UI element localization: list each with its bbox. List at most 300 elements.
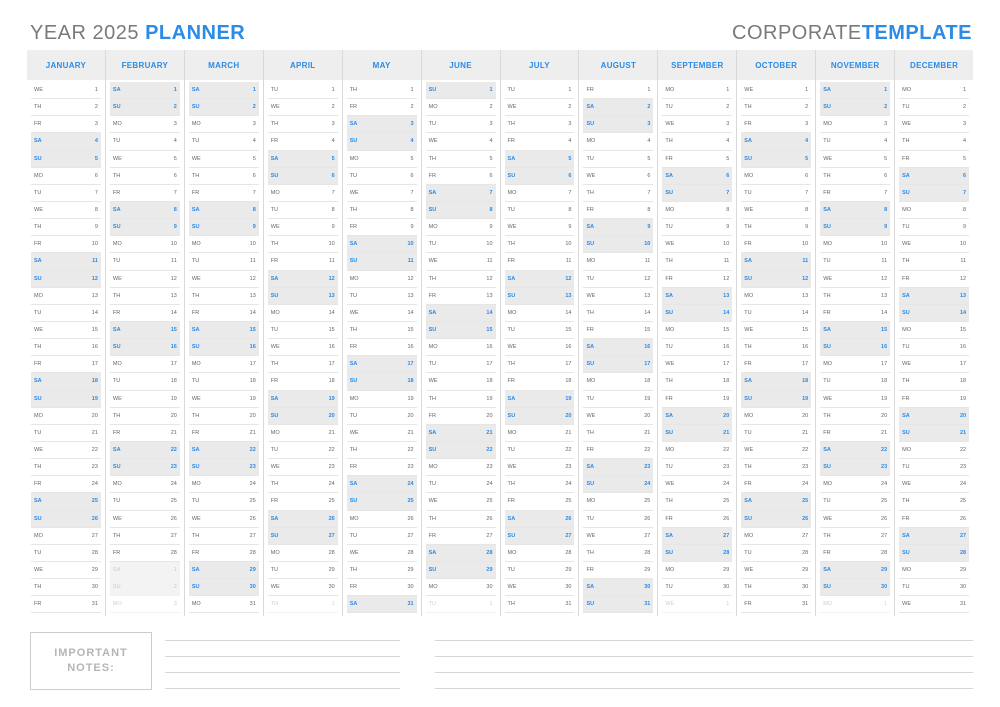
weekday-label: FR <box>507 138 515 145</box>
weekday-label: TU <box>665 584 673 591</box>
day-row <box>899 339 969 356</box>
weekday-label: TH <box>744 224 752 231</box>
weekday-label: SU <box>34 275 42 282</box>
day-number: 14 <box>644 309 651 316</box>
day-number: 23 <box>328 464 335 471</box>
day-row <box>189 373 259 390</box>
day-number: 24 <box>486 481 493 488</box>
day-number: 22 <box>802 447 809 454</box>
weekday-label: FR <box>112 549 121 556</box>
weekday-label: SA <box>112 87 121 94</box>
day-number: 9 <box>805 224 809 231</box>
day-number: 6 <box>410 172 414 179</box>
day-number: 1 <box>331 601 335 608</box>
day-row <box>426 133 496 150</box>
weekday-label: WE <box>191 395 201 402</box>
day-row <box>189 528 259 545</box>
day-number: 13 <box>959 292 967 299</box>
day-number: 16 <box>486 344 493 351</box>
day-number: 7 <box>94 189 98 196</box>
day-number: 12 <box>723 275 730 282</box>
weekday-label: SU <box>586 361 595 368</box>
day-row <box>899 545 969 562</box>
day-number: 13 <box>881 292 888 299</box>
day-row <box>110 288 180 305</box>
weekday-label: TH <box>112 412 121 419</box>
weekday-label: WE <box>270 584 280 591</box>
day-row <box>505 596 575 613</box>
day-number: 6 <box>331 172 335 179</box>
day-row <box>899 459 969 476</box>
day-row <box>189 322 259 339</box>
day-number: 29 <box>486 567 493 573</box>
day-number: 23 <box>486 464 493 471</box>
day-number: 22 <box>486 447 493 454</box>
planner-title <box>30 22 245 45</box>
weekday-label: FR <box>744 361 752 368</box>
day-number: 24 <box>91 481 98 488</box>
weekday-label: SU <box>586 241 595 248</box>
day-row <box>189 579 259 596</box>
day-row <box>31 133 101 150</box>
day-number: 5 <box>647 155 651 162</box>
day-row <box>189 511 259 528</box>
day-number: 20 <box>644 412 651 419</box>
day-number: 22 <box>249 447 256 454</box>
day-row <box>426 356 496 373</box>
weekday-label: TH <box>349 447 358 454</box>
day-number: 25 <box>881 498 888 505</box>
month-column <box>422 50 501 616</box>
day-row <box>899 391 969 408</box>
weekday-label: MO <box>665 87 675 94</box>
weekday-label: FR <box>191 429 200 436</box>
notes-lines <box>165 640 973 692</box>
weekday-label: TU <box>902 224 910 231</box>
day-row <box>110 202 180 219</box>
day-number: 4 <box>173 138 177 145</box>
weekday-label: SA <box>428 189 437 196</box>
day-number: 26 <box>170 515 177 522</box>
weekday-label: SU <box>902 189 910 196</box>
day-number: 19 <box>644 395 651 402</box>
weekday-label: TU <box>665 464 673 471</box>
weekday-label: WE <box>34 87 43 94</box>
day-row <box>110 408 180 425</box>
day-row <box>741 339 811 356</box>
weekday-label: TU <box>507 447 515 454</box>
day-number: 30 <box>723 584 730 591</box>
day-number: 18 <box>91 378 98 385</box>
day-row <box>583 253 653 270</box>
weekday-label: SA <box>34 498 42 505</box>
day-row <box>31 408 101 425</box>
weekday-label: TH <box>349 567 358 573</box>
day-row <box>110 373 180 390</box>
day-number: 12 <box>328 275 335 282</box>
day-row <box>110 305 180 322</box>
weekday-label: TU <box>428 241 436 248</box>
weekday-label: SA <box>34 258 42 265</box>
day-number: 12 <box>565 275 572 282</box>
day-row <box>347 82 417 99</box>
day-row <box>583 202 653 219</box>
day-number: 26 <box>723 515 730 522</box>
weekday-label: TU <box>428 121 436 128</box>
weekday-label: SA <box>902 412 910 419</box>
day-row <box>110 476 180 493</box>
day-row <box>426 202 496 219</box>
day-row <box>31 562 101 579</box>
day-number: 31 <box>565 601 572 608</box>
weekday-label: TU <box>191 138 200 145</box>
day-row <box>899 528 969 545</box>
weekday-label: FR <box>349 344 358 351</box>
day-row <box>426 253 496 270</box>
weekday-label: TH <box>191 292 200 299</box>
day-row <box>268 185 338 202</box>
day-number: 4 <box>489 138 493 145</box>
day-row <box>662 253 732 270</box>
weekday-label: FR <box>34 361 42 368</box>
day-number: 24 <box>170 481 177 488</box>
day-row <box>426 528 496 545</box>
weekday-label: FR <box>349 224 358 231</box>
day-number: 3 <box>963 121 967 128</box>
day-row <box>583 562 653 579</box>
day-row <box>110 493 180 510</box>
day-row <box>820 528 890 545</box>
day-number: 30 <box>881 584 888 591</box>
day-row <box>31 219 101 236</box>
month-name: JUNE <box>449 60 472 70</box>
weekday-label: WE <box>902 121 912 128</box>
weekday-label: WE <box>744 567 754 573</box>
day-row <box>268 373 338 390</box>
day-row <box>268 99 338 116</box>
day-row <box>820 442 890 459</box>
day-number: 6 <box>94 172 98 179</box>
day-number: 6 <box>805 172 809 179</box>
day-row <box>583 305 653 322</box>
day-number: 27 <box>91 532 98 539</box>
month-name: JULY <box>529 60 550 70</box>
weekday-label: TH <box>349 327 358 334</box>
day-row <box>31 99 101 116</box>
day-row <box>268 116 338 133</box>
weekday-label: FR <box>270 138 279 145</box>
day-row <box>583 493 653 510</box>
day-number: 29 <box>644 567 651 573</box>
day-row <box>110 219 180 236</box>
day-row <box>268 425 338 442</box>
weekday-label: SU <box>665 429 674 436</box>
day-number: 3 <box>410 121 414 128</box>
day-row <box>426 185 496 202</box>
day-number: 1 <box>647 87 651 94</box>
weekday-label: MO <box>823 241 833 248</box>
weekday-label: TU <box>270 567 279 573</box>
day-row <box>426 493 496 510</box>
day-number: 18 <box>802 378 809 385</box>
day-row <box>662 528 732 545</box>
weekday-label: SA <box>744 378 752 385</box>
weekday-label: TH <box>665 138 673 145</box>
weekday-label: WE <box>507 344 517 351</box>
day-number: 1 <box>331 87 335 94</box>
day-row <box>662 408 732 425</box>
day-row <box>31 288 101 305</box>
weekday-label: SU <box>112 464 121 471</box>
day-number: 28 <box>328 549 335 556</box>
day-number: 23 <box>91 464 98 471</box>
day-row <box>662 236 732 253</box>
day-number: 28 <box>644 549 651 556</box>
weekday-label: MO <box>823 121 833 128</box>
weekday-label: TU <box>191 258 200 265</box>
day-number: 11 <box>644 258 651 265</box>
day-number: 17 <box>723 361 730 368</box>
day-row <box>741 476 811 493</box>
day-number: 1 <box>489 601 493 608</box>
weekday-label: SA <box>902 172 910 179</box>
day-row <box>820 116 890 133</box>
day-row <box>899 219 969 236</box>
day-number: 14 <box>959 309 967 316</box>
day-number: 2 <box>410 104 414 111</box>
day-number: 30 <box>565 584 572 591</box>
day-number: 1 <box>94 87 98 94</box>
weekday-label: FR <box>665 155 673 162</box>
day-row <box>110 356 180 373</box>
weekday-label: MO <box>902 567 912 573</box>
day-number: 14 <box>328 309 335 316</box>
day-number: 7 <box>252 189 256 196</box>
weekday-label: MO <box>586 258 596 265</box>
day-row <box>899 116 969 133</box>
weekday-label: TU <box>665 344 673 351</box>
day-number: 8 <box>805 207 809 214</box>
day-number: 8 <box>252 207 256 214</box>
weekday-label: TU <box>349 412 358 419</box>
day-number: 5 <box>568 155 572 162</box>
day-number: 18 <box>170 378 177 385</box>
day-row <box>110 253 180 270</box>
weekday-label: TH <box>586 189 594 196</box>
day-row <box>347 579 417 596</box>
day-number: 14 <box>802 309 809 316</box>
day-number: 5 <box>331 155 335 162</box>
weekday-label: TH <box>744 344 752 351</box>
day-number: 19 <box>486 395 493 402</box>
day-row <box>899 236 969 253</box>
weekday-label: WE <box>349 429 359 436</box>
day-row <box>662 271 732 288</box>
day-row <box>820 493 890 510</box>
day-row <box>820 253 890 270</box>
weekday-label: WE <box>507 464 517 471</box>
day-number: 16 <box>91 344 98 351</box>
day-row <box>583 408 653 425</box>
day-number: 28 <box>170 549 177 556</box>
day-number: 10 <box>249 241 256 248</box>
day-number: 7 <box>331 189 335 196</box>
day-row <box>31 596 101 613</box>
weekday-label: WE <box>823 395 833 402</box>
day-number: 28 <box>959 549 967 556</box>
day-row <box>268 202 338 219</box>
day-number: 18 <box>328 378 335 385</box>
day-row <box>347 356 417 373</box>
weekday-label: TH <box>744 464 752 471</box>
day-row <box>347 339 417 356</box>
day-number: 2 <box>568 104 572 111</box>
day-number: 19 <box>802 395 809 402</box>
weekday-label: FR <box>744 121 752 128</box>
day-number: 14 <box>249 309 256 316</box>
day-row <box>110 528 180 545</box>
month-column <box>737 50 816 616</box>
weekday-label: SU <box>665 189 674 196</box>
day-row <box>899 476 969 493</box>
day-row <box>189 305 259 322</box>
day-number: 13 <box>407 292 414 299</box>
day-number: 20 <box>959 412 967 419</box>
weekday-label: MO <box>34 172 43 179</box>
day-number: 3 <box>884 121 888 128</box>
day-row <box>347 288 417 305</box>
day-number: 12 <box>249 275 256 282</box>
weekday-label: SU <box>270 412 279 419</box>
day-number: 27 <box>486 532 493 539</box>
weekday-label: WE <box>270 344 280 351</box>
day-row <box>426 288 496 305</box>
day-row <box>662 82 732 99</box>
day-row <box>268 356 338 373</box>
weekday-label: SA <box>507 515 516 522</box>
day-number: 29 <box>565 567 572 573</box>
day-row <box>662 442 732 459</box>
weekday-label: TU <box>507 327 515 334</box>
weekday-label: SA <box>586 224 595 231</box>
month-name: NOVEMBER <box>830 60 880 70</box>
day-number: 24 <box>802 481 809 488</box>
day-number: 3 <box>173 601 177 608</box>
weekday-label: WE <box>349 309 359 316</box>
day-row <box>741 99 811 116</box>
weekday-label: SU <box>428 207 437 214</box>
weekday-label: WE <box>507 104 517 111</box>
weekday-label: FR <box>665 515 673 522</box>
day-row <box>426 116 496 133</box>
day-number: 10 <box>959 241 967 248</box>
day-number: 24 <box>881 481 888 488</box>
day-number: 10 <box>328 241 335 248</box>
day-number: 6 <box>568 172 572 179</box>
day-number: 13 <box>486 292 493 299</box>
day-row <box>347 562 417 579</box>
day-row <box>189 82 259 99</box>
weekday-label: FR <box>191 549 200 556</box>
weekday-label: FR <box>112 429 121 436</box>
day-number: 9 <box>647 224 651 231</box>
day-number: 21 <box>565 429 572 436</box>
day-number: 4 <box>252 138 256 145</box>
day-number: 15 <box>644 327 651 334</box>
day-row <box>110 425 180 442</box>
day-row <box>505 391 575 408</box>
day-row <box>899 168 969 185</box>
day-row <box>347 373 417 390</box>
weekday-label: SU <box>349 258 358 265</box>
weekday-label: MO <box>507 549 517 556</box>
day-row <box>820 356 890 373</box>
day-row <box>505 442 575 459</box>
weekday-label: SA <box>270 275 279 282</box>
day-row <box>31 82 101 99</box>
day-row <box>741 236 811 253</box>
weekday-label: MO <box>428 104 438 111</box>
day-number: 12 <box>486 275 493 282</box>
day-number: 12 <box>91 275 98 282</box>
day-number: 1 <box>489 87 493 94</box>
day-number: 16 <box>170 344 177 351</box>
day-row <box>583 545 653 562</box>
weekday-label: TU <box>902 464 910 471</box>
day-row <box>347 253 417 270</box>
day-row <box>820 271 890 288</box>
day-row <box>820 288 890 305</box>
day-number: 20 <box>486 412 493 419</box>
weekday-label: WE <box>112 515 122 522</box>
weekday-label: TH <box>191 532 200 539</box>
day-number: 30 <box>802 584 809 591</box>
day-number: 23 <box>644 464 651 471</box>
day-number: 18 <box>486 378 493 385</box>
day-number: 26 <box>959 515 967 522</box>
day-number: 14 <box>881 309 888 316</box>
day-row <box>31 271 101 288</box>
weekday-label: MO <box>349 515 359 522</box>
weekday-label: SU <box>586 121 595 128</box>
weekday-label: SU <box>349 498 358 505</box>
weekday-label: FR <box>744 241 752 248</box>
month-column <box>658 50 737 616</box>
day-row <box>899 305 969 322</box>
weekday-label: SU <box>507 532 516 539</box>
weekday-label: SU <box>428 327 437 334</box>
day-row <box>662 116 732 133</box>
month-name: SEPTEMBER <box>671 60 724 70</box>
day-number: 12 <box>170 275 177 282</box>
day-row <box>426 339 496 356</box>
day-row <box>899 511 969 528</box>
weekday-label: FR <box>902 395 910 402</box>
month-column <box>816 50 895 616</box>
day-row <box>31 528 101 545</box>
weekday-label: SA <box>349 121 358 128</box>
day-row <box>505 545 575 562</box>
weekday-label: FR <box>112 309 121 316</box>
weekday-label: TU <box>902 584 910 591</box>
weekday-label: SA <box>744 498 752 505</box>
day-number: 1 <box>726 87 730 94</box>
day-number: 14 <box>170 309 177 316</box>
day-number: 26 <box>249 515 256 522</box>
day-row <box>899 151 969 168</box>
weekday-label: FR <box>349 104 358 111</box>
day-row <box>110 168 180 185</box>
